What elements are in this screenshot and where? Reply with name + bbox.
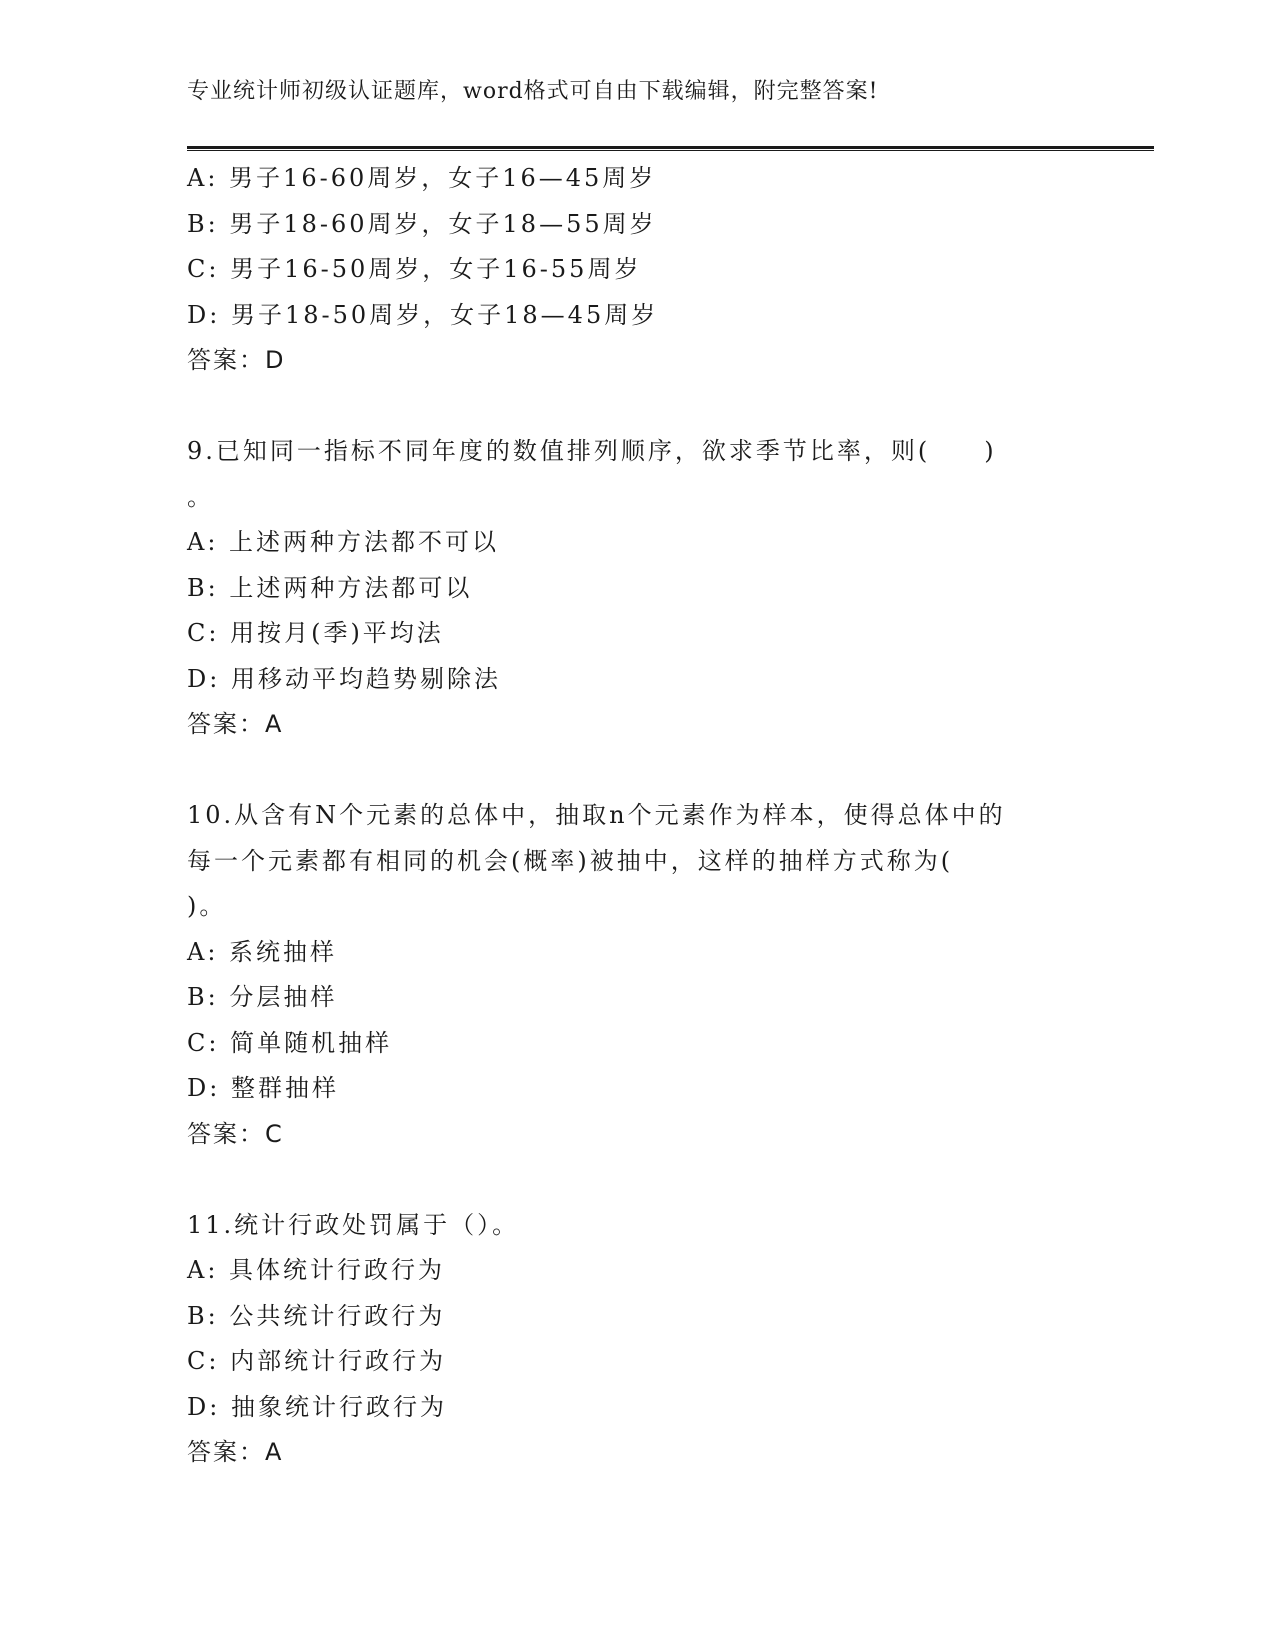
option-d: D: 用移动平均趋势剔除法 bbox=[187, 664, 501, 693]
option-c: C: 男子16-50周岁，女子16-55周岁 bbox=[187, 255, 642, 283]
question-text: 。 bbox=[187, 482, 214, 511]
spacer bbox=[187, 384, 1087, 430]
question-9 bbox=[187, 429, 1087, 748]
option-c: C: 内部统计行政行为 bbox=[187, 1347, 447, 1375]
header-divider bbox=[187, 146, 1154, 151]
question-10 bbox=[187, 793, 1087, 1157]
question-text: 11.统计行政处罚属于（）。 bbox=[187, 1210, 520, 1239]
option-b: B: 上述两种方法都可以 bbox=[187, 573, 473, 602]
option-b: B: 分层抽样 bbox=[187, 983, 338, 1011]
question-text: 每一个元素都有相同的机会(概率)被抽中，这样的抽样方式称为( bbox=[187, 846, 954, 875]
option-a: A: 具体统计行政行为 bbox=[187, 1256, 446, 1284]
question-11 bbox=[187, 1203, 1087, 1476]
document-content bbox=[187, 156, 1087, 1476]
spacer bbox=[187, 1157, 1087, 1203]
question-8 bbox=[187, 156, 1087, 384]
option-c: C: 用按月(季)平均法 bbox=[187, 619, 444, 647]
answer-line: 答案：D bbox=[187, 346, 286, 374]
option-a: A: 系统抽样 bbox=[187, 937, 338, 966]
question-text: 9.已知同一指标不同年度的数值排列顺序，欲求季节比率，则( ) bbox=[187, 437, 997, 465]
answer-line: 答案：A bbox=[187, 710, 284, 738]
answer-line: 答案：A bbox=[187, 1438, 284, 1466]
option-d: D: 男子18-50周岁，女子18—45周岁 bbox=[187, 300, 659, 329]
option-a: A: 上述两种方法都不可以 bbox=[187, 528, 500, 556]
question-text: )。 bbox=[187, 892, 227, 920]
answer-line: 答案：C bbox=[187, 1119, 284, 1148]
option-c: C: 简单随机抽样 bbox=[187, 1028, 393, 1057]
page-header: 专业统计师初级认证题库，word格式可自由下载编辑，附完整答案! bbox=[187, 79, 879, 104]
question-text: 10.从含有N个元素的总体中，抽取n个元素作为样本，使得总体中的 bbox=[187, 801, 1006, 829]
option-a: A: 男子16-60周岁，女子16—45周岁 bbox=[187, 164, 657, 192]
option-b: B: 公共统计行政行为 bbox=[187, 1301, 446, 1330]
spacer bbox=[187, 748, 1087, 794]
option-b: B: 男子18-60周岁，女子18—55周岁 bbox=[187, 209, 657, 238]
option-d: D: 整群抽样 bbox=[187, 1074, 339, 1102]
option-d: D: 抽象统计行政行为 bbox=[187, 1392, 447, 1421]
